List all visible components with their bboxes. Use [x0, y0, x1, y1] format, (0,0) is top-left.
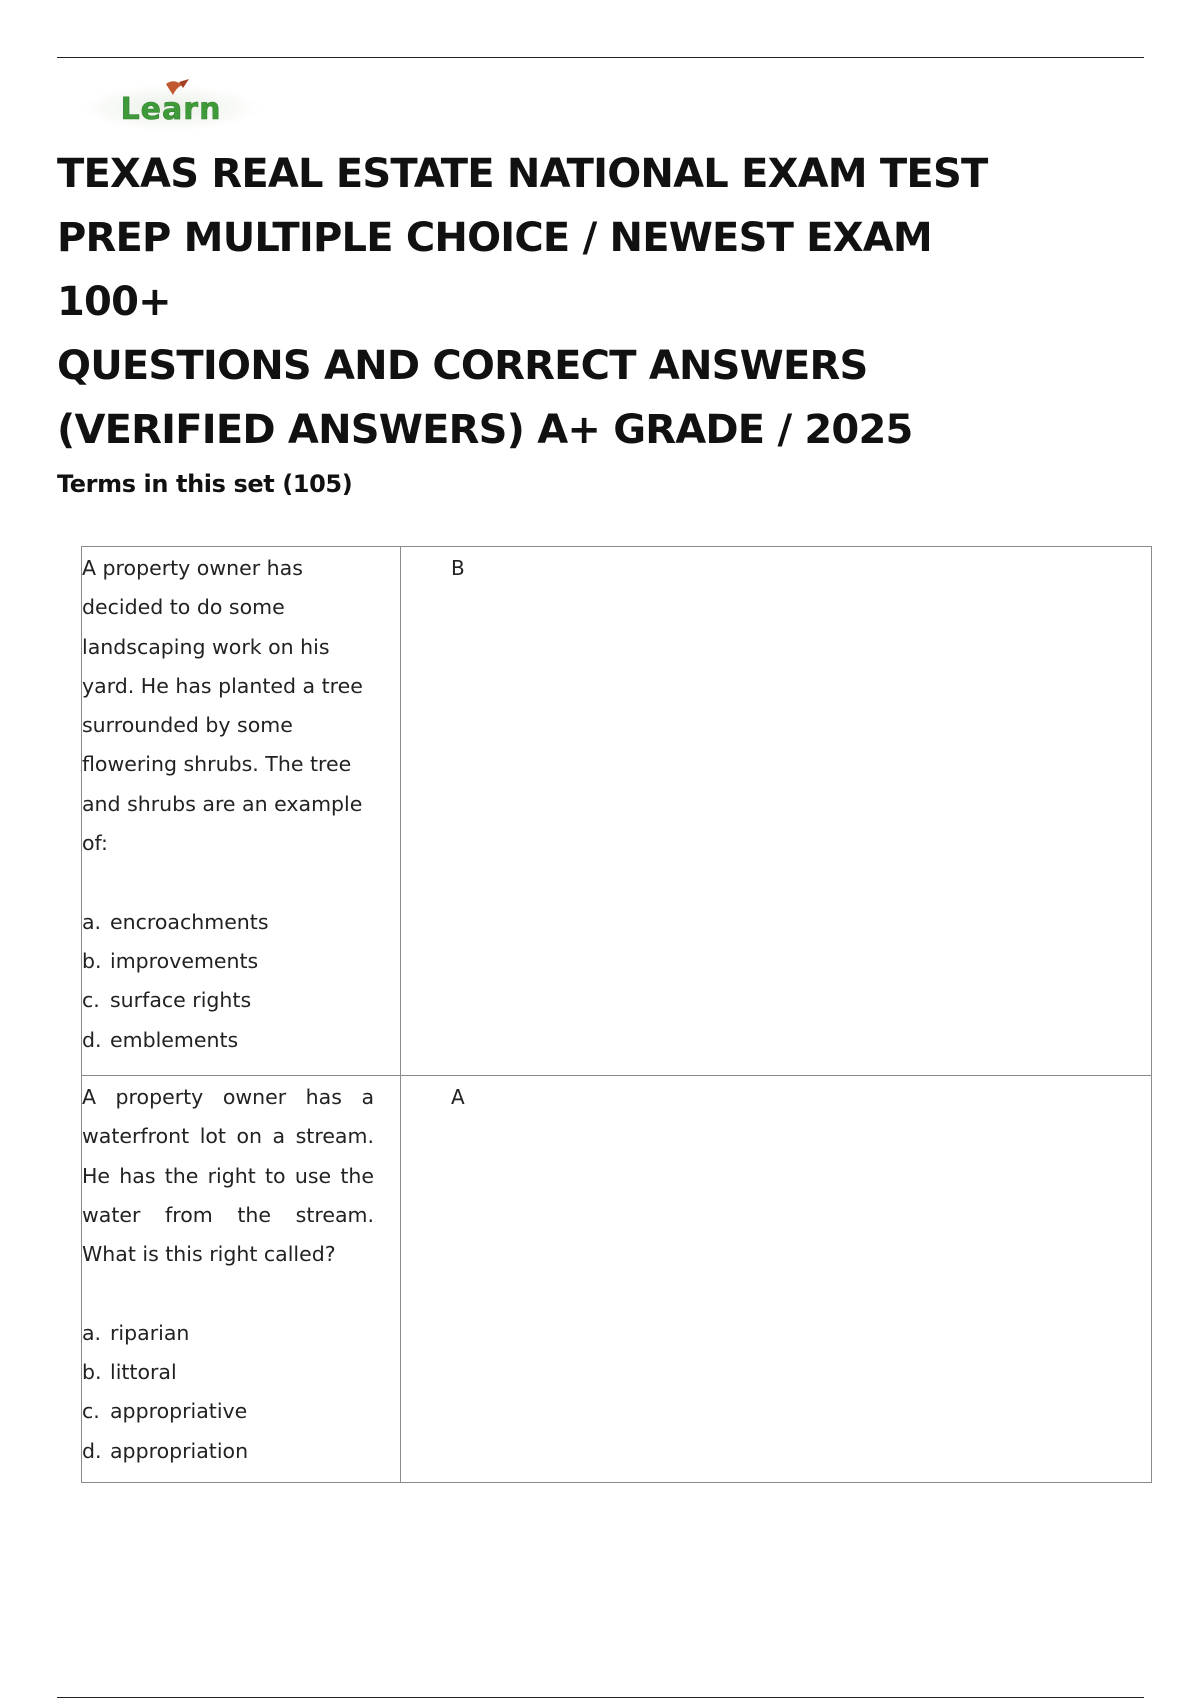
answer-text: A: [451, 1085, 465, 1109]
terms-table: [81, 546, 1152, 1483]
learn-logo: [78, 78, 264, 134]
option-letter: b.: [82, 948, 102, 973]
question-text: A property owner has a waterfront lot on a stream. He has the right to use the water from the stream. What is this right called?: [82, 1085, 374, 1267]
svg-text:Learn: Learn: [120, 92, 222, 127]
option-text: improvements: [110, 948, 259, 973]
answer-option: [82, 1021, 374, 1060]
answer-cell: [401, 547, 1152, 1076]
question-cell: [82, 1076, 401, 1483]
option-text: appropriative: [110, 1399, 248, 1424]
top-rule: [57, 57, 1144, 58]
table-row: [82, 547, 1152, 1076]
option-letter: d.: [82, 1438, 102, 1463]
option-text: encroachments: [110, 909, 269, 934]
option-text: littoral: [110, 1360, 177, 1385]
answer-option: [82, 942, 374, 981]
answer-option: [82, 981, 374, 1020]
terms-count-heading: Terms in this set (105): [57, 470, 353, 498]
answer-cell: [401, 1076, 1152, 1483]
answer-option: [82, 1392, 374, 1431]
option-text: riparian: [110, 1320, 190, 1345]
answer-text: B: [451, 556, 465, 580]
answer-option: [82, 903, 374, 942]
option-letter: a.: [82, 1320, 102, 1345]
option-text: appropriation: [110, 1438, 249, 1463]
option-letter: c.: [82, 988, 100, 1013]
title-line: PREP MULTIPLE CHOICE / NEWEST EXAM 100+: [57, 215, 932, 325]
title-line: (VERIFIED ANSWERS) A+ GRADE / 2025: [57, 407, 913, 453]
answer-option: [82, 1314, 374, 1353]
question-cell: [82, 547, 401, 1076]
answer-option: [82, 1432, 374, 1471]
title-line: QUESTIONS AND CORRECT ANSWERS: [57, 343, 868, 389]
learn-logo-image: [78, 78, 264, 134]
option-letter: d.: [82, 1027, 102, 1052]
option-letter: c.: [82, 1399, 100, 1424]
table-row: [82, 1076, 1152, 1483]
title-line: TEXAS REAL ESTATE NATIONAL EXAM TEST: [57, 151, 988, 197]
answer-option: [82, 1353, 374, 1392]
document-title: [57, 142, 1057, 462]
bottom-rule: [57, 1697, 1144, 1698]
question-text: A property owner has decided to do some landscaping work on his yard. He has planted a tree surrounded by some flowering shrubs. The tree and shrubs are an example of:: [82, 556, 363, 856]
option-letter: a.: [82, 909, 102, 934]
option-letter: b.: [82, 1360, 102, 1385]
option-text: surface rights: [110, 988, 252, 1013]
option-text: emblements: [110, 1027, 239, 1052]
